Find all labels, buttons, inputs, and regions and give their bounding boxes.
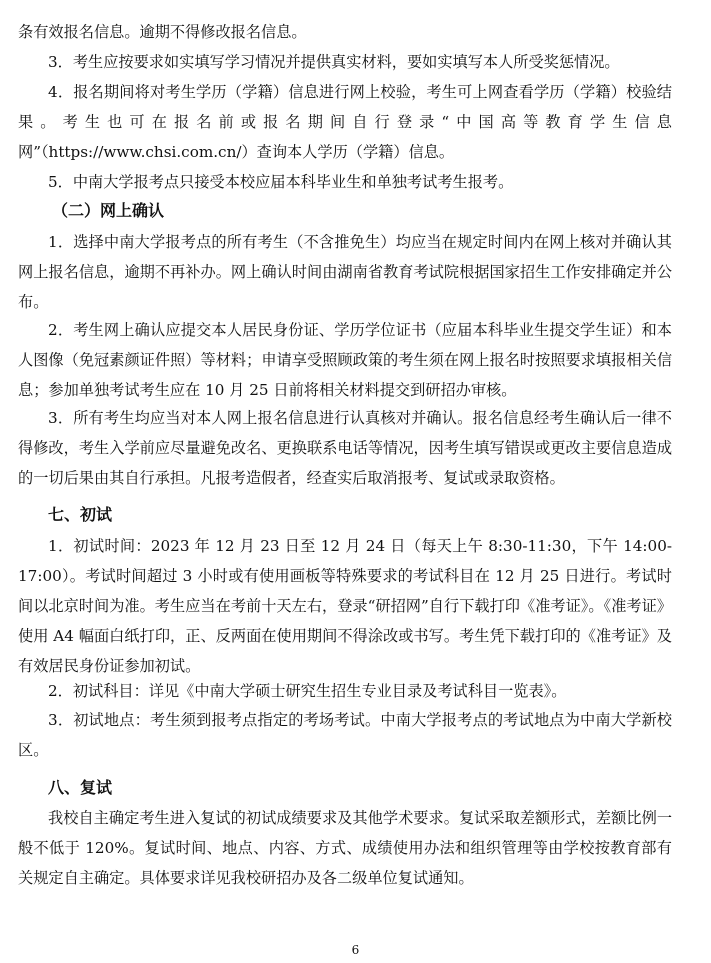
paragraph-registration-continued: 条有效报名信息。逾期不得修改报名信息。 [18,23,307,41]
section-heading-reexam: 八、复试 [48,778,113,797]
paragraph-confirmation-3: 3．所有考生均应当对本人网上报名信息进行认真核对并确认。报名信息经考生确认后一律不得修改，考生入学前应尽量避免改名、更换联系电话等情况，因考生填写错误或更改主要信息造成的一切后果由其自行承担。凡报考造假者，经查实后取消报考、复试或录取资格。 [18,409,672,487]
paragraph-exam-2: 2．初试科目：详见《中南大学硕士研究生招生专业目录及考试科目一览表》。 [48,682,567,700]
paragraph-exam-1: 1．初试时间：2023 年 12 月 23 日至 12 月 24 日（每天上午 8:30-11:30，下午 14:00-17:00）。考试时间超过 3 小时或有使用画板等特殊要求的考试科目在 12 月 25 日进行。考试时间以北京时间为准。考生应当在考前十天左右，登录“研招网”自行下载打印《准考证》。《准考证》使用 A4 幅面白纸打印，正、反两面在使用期间不得涂改或书写。考生凭下载打印的《准考证》及有效居民身份证参加初试。 [18,537,672,675]
paragraph-confirmation-1: 1．选择中南大学报考点的所有考生（不含推免生）均应当在规定时间内在网上核对并确认其网上报名信息，逾期不再补办。网上确认时间由湖南省教育考试院根据国家招生工作安排确定并公布。 [18,233,672,311]
paragraph-exam-3: 3．初试地点：考生须到报考点指定的考场考试。中南大学报考点的考试地点为中南大学新校区。 [18,711,672,759]
paragraph-reexam: 我校自主确定考生进入复试的初试成绩要求及其他学术要求。复试采取差额形式，差额比例一般不低于 120%。复试时间、地点、内容、方式、成绩使用办法和组织管理等由学校按教育部有关规定自主确定。具体要求详见我校研招办及各二级单位复试通知。 [18,809,672,887]
paragraph-confirmation-2: 2．考生网上确认应提交本人居民身份证、学历学位证书（应届本科毕业生提交学生证）和本人图像（免冠素颜证件照）等材料；申请享受照顾政策的考生须在网上报名时按照要求填报相关信息；参加单独考试考生应在 10 月 25 日前将相关材料提交到研招办审核。 [18,321,672,399]
page-number: 6 [351,943,360,957]
section-heading-online-confirmation: （二）网上确认 [52,201,165,220]
paragraph-registration-4: 4．报名期间将对考生学历（学籍）信息进行网上校验，考生可上网查看学历（学籍）校验结果。考生也可在报名前或报名期间自行登录“中国高等教育学生信息网”（https://www.chsi.com.cn/）查询本人学历（学籍）信息。 [18,83,672,161]
paragraph-registration-5: 5．中南大学报考点只接受本校应届本科毕业生和单独考试考生报考。 [48,173,514,191]
section-heading-preliminary-exam: 七、初试 [48,505,113,524]
paragraph-registration-3: 3．考生应按要求如实填写学习情况并提供真实材料，要如实填写本人所受奖惩情况。 [48,53,620,71]
